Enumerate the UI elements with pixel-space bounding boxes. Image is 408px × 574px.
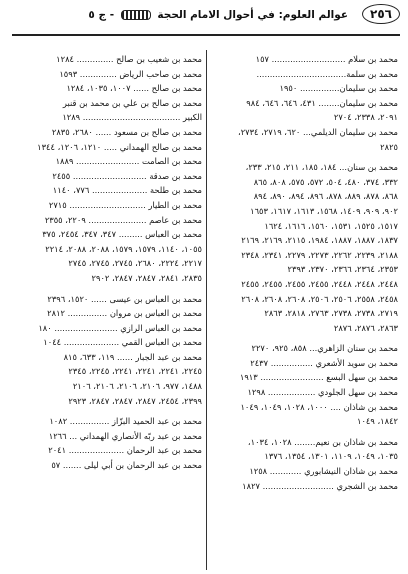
index-entry: ٣٣٢، ٣٧٤، ٤٨٠، ٥٠٤، ٥٧٢، ٥٧٥، ٨٠٨، ٨٦٥ [253,176,398,187]
index-entry: ١٨٣٧، ١٨٨٧، ١٨٨٧، ١٩٨٤، ٢١١٥، ٢١٦٩، ٢١٦٩ [241,235,398,246]
index-entry: محمد بن عاصم ...................... ٢٢٠٩، ٢٣٥٥ [44,214,202,225]
index-entry: محمد بن الشجري ........................... ١٨٢٧ [242,480,398,491]
column-divider [206,50,207,570]
index-entry: ١٤٨٨، ٩٧٧، ٢١٠٦، ٢١٠٦، ٢١٠٦، ٢١٠٦ [72,381,202,392]
index-entry: محمد بن الصامت ........................ ١٨٨٩ [55,156,202,167]
index-entry: محمد بن صاحب الرياض .............. ١٥٩٣ [59,68,202,79]
index-entry: محمد بن العباس بن مروان ............... ٢٨١٢ [47,308,202,319]
index-entry: ٢٠٩١، ٢٣٣٨، ٢٧٠٤ [333,112,398,123]
index-entry: ٢٤٥٨، ٢٥٥٨، ٢٥٠٦، ٢٥٠٦، ٢٦٠٨، ٢٦٠٨، ٢٦٠٨ [241,293,398,304]
index-entry: محمد بن سليمان الديلمي... ٦٢٠، ٢٧١٩، ٢٧٣٤، [238,126,398,137]
index-entry: ٢٢١٧، ٢٢٢٤، ٢٦٨٠، ٢٧٤٥، ٢٧٤٥، ٢٧٤٥ [68,258,202,269]
index-entry: ٢٤٤٨، ٢٤٤٨، ٢٤٤٨، ٢٤٥٥، ٢٤٥٥، ٢٤٥٥، ٢٤٥٥ [241,278,398,289]
index-column-right [208,52,398,493]
index-entry: محمد بن سليمان............... ١٩٥٠ [279,83,398,94]
index-entry: محمد بن الطيار ............................. ٢٧١٥ [48,199,202,210]
index-entry: محمد بن العباس بن عيسى ...... ١٥٢٠، ٢٣٩٦ [47,293,202,304]
index-entry: محمد بن شاذان .... ١٠٠٠، ١٠٢٨، ١٠٤٩، ١٠٤٩ [240,401,398,412]
index-entry: محمد بن سويد الأشعري ................ ٢٤٣٧ [250,357,398,368]
index-entry: ١٠٥٥، ١١٤٠، ١٥٧٩، ١٥٧٩، ٢٠٨٨، ٢٠٨٨، ٢٢١٤ [45,243,202,254]
index-column-left [12,52,202,473]
volume-label: - ج ٥ [88,9,115,21]
index-entry: ٢٨٦٣، ٢٨٧٦، ٢٨٧٦ [333,322,398,333]
index-entry: ٨٦٨، ٨٧٨، ٨٨٩، ٨٧٨، ٨٩٦، ٨٩٤، ٨٩٠، ٨٩٤ [253,191,398,202]
index-entry: محمد بن العباس القمي ..................... ١٠٤٤ [43,337,202,348]
ornament-icon [121,10,151,20]
index-entry: ٢٨٢٥ [380,141,398,152]
index-entry: الكبير ..................................... ١٢٨٩ [62,112,202,123]
index-entry: محمد بن عبد ربّه الأنصاري الهمداني ... ١٢٦٦ [48,430,202,441]
index-entry: محمد بن العباس الرازي ........................ ١٨٠ [38,322,202,333]
index-entry: محمد بن سهل الجلودي .................. ١٢٩٨ [247,387,398,398]
index-entry: محمد بن سنان الزاهري... ٨٥٨، ٩٢٥، ٢٢٧٠ [251,343,398,354]
index-entry: محمد بن صدقة ............................ ٢٤٥٥ [52,170,202,181]
index-entry: محمد بن شعيب بن صالح .............. ١٢٨٤ [56,54,202,64]
index-entry: محمد بن سهل البسع ........................ ١٩١٣ [239,372,398,383]
index-entry: محمد بن صالح الهمداني ..... ١٢١٠، ١٢٠٦، ١٣٤٤ [37,141,202,152]
index-entry: محمد بن سليمان........ ٤٣١، ٦٤٦، ٦٤٦، ٩٨٤ [246,97,398,108]
index-entry: محمد بن صالح بن مسعود ...... ٢٦٨٠، ٢٨٣٥ [51,126,202,137]
index-entry: محمد بن صالح ...... ١٠٠٧، ١٠٣٥، ١٢٨٤ [66,83,202,94]
index-entry: محمد بن سنان... ١٨٤، ١٨٥، ٢١١، ٢١٥، ٢٣٣، [245,162,398,173]
index-entry: ٢٣٥٣، ٢٣٦٤، ٢٣٦٦، ٢٣٧٠، ٢٣٩٣ [287,264,398,275]
index-entry: محمد بن عبد الحميد البزّاز ............... ١٠٨٢ [49,416,202,427]
index-entry: محمد بن شاذان بن نعيم........ ١٠٢٨، ١٠٣٤، [247,436,398,447]
index-entry: ٢٢٤٥، ٢٢٤١، ٢٢٤١، ٢٢٤١، ٢٢٤٥، ٢٣٤٥ [68,366,202,377]
index-entry: ٢١٨٨، ٢٢٣٩، ٢٢٦٢، ٢٢٧٣، ٢٢٧٩، ٢٣٤١، ٢٣٤٨ [241,249,398,260]
book-title: عوالم العلوم: في أحوال الامام الحجة [157,9,348,21]
index-entry: ٩٠٢، ٩٠٩، ١٤٠٩، ١٥٦٨، ١٦١٣، ١٦١٧، ١٦٥٣ [250,205,398,216]
index-entry: محمد بن سلمة.................................. [256,68,398,79]
index-entry: محمد بن طلحة ..................... ٧٧٦، ١١٤٠ [52,185,202,196]
index-entry: ١٥١٧، ١٥٢٥، ١٥٣١، ١٥٦٠، ١٦١٦، ١٦٢٤ [264,220,398,231]
index-entry: ٢٣٩٩، ٢٤٥٤، ٢٨٤٧، ٢٨٤٧، ٢٨٤٧، ٢٩٢٣ [68,395,202,406]
page-number: ٢٥٦ [362,4,400,24]
index-entry: محمد بن عبد الرحمان ..................... ٢٠٤١ [48,445,202,456]
running-title [88,9,348,21]
index-entry: ٢٧١٩، ٢٧٣٨، ٢٧٣٨، ٢٧٦٣، ٢٨١٨، ٢٨٦٣ [264,308,398,319]
index-entry: محمد بن عبد الجبار ...... ١١٩، ٦٣٣، ٨١٥ [63,351,202,362]
index-entry: ١٠٣٥، ١٠٤٩، ١١٠٩، ١٣٠١، ١٣٥٤، ١٣٧٦ [264,451,398,462]
index-entry: محمد بن عبد الرحمان بن أبي ليلى ....... ٥٧ [51,460,202,471]
index-entry: محمد بن صالح بن علي بن محمد بن قنبر [62,97,202,108]
index-entry: ٢٨٣٥، ٢٨٤١، ٢٨٤٧، ٢٨٤٧، ٢٩٠٢ [91,272,202,283]
index-entry: محمد بن سلام ............................ ١٥٧ [255,54,398,64]
index-entry: ١٨٤٢، ١٠٤٩ [357,416,398,427]
index-entry: محمد بن شاذان النيشابوري ............ ١٢٥٨ [249,466,398,477]
index-entry: محمد بن العباس ......... ٣٤٧، ٣٤٧، ٢٤٥٤، ٣٧٥ [42,229,202,240]
page-header [12,2,400,36]
